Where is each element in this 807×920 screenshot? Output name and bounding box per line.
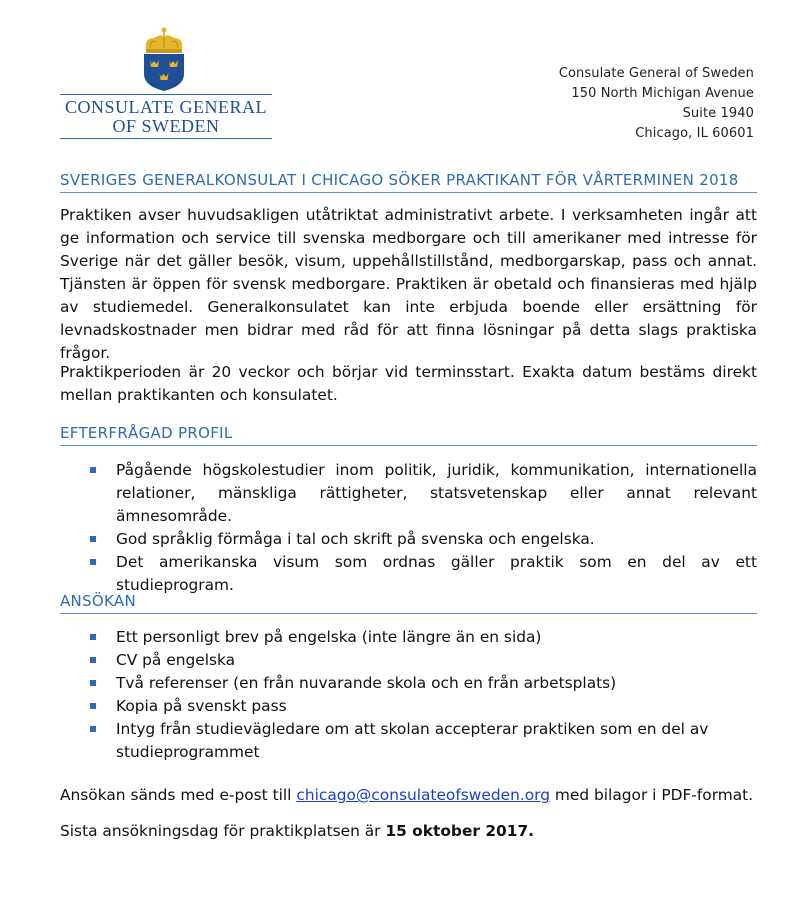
deadline-prefix: Sista ansökningsdag för praktikplatsen är — [60, 822, 386, 840]
send-prefix: Ansökan sänds med e-post till — [60, 786, 297, 804]
logo-divider-top — [60, 94, 272, 95]
address-line: 150 North Michigan Avenue — [571, 86, 754, 101]
consulate-logo — [60, 26, 276, 139]
deadline-text — [60, 820, 757, 843]
list-item: Ett personligt brev på engelska (inte längre än en sida) — [60, 626, 757, 649]
logo-divider-bottom — [60, 138, 272, 139]
list-item: CV på engelska — [60, 649, 757, 672]
profile-list — [60, 459, 757, 597]
document-title: SVERIGES GENERALKONSULAT I CHICAGO SÖKER PRAKTIKANT FÖR VÅRTERMINEN 2018 — [60, 171, 757, 193]
intro-paragraph: Praktiken avser huvudsakligen utåtriktat administrativt arbete. I verksamheten ingår att ge information och service till svenska medborgare och till amerikaner med intresse för Sverige när det gäller besök, visum, uppehållstillstånd, medborgarskap, pass och annat. Tjänsten är öppen för svensk medborgare. Praktiken är obetald och finansieras med hjälp av studiemedel. Generalkonsulatet kan inte erbjuda boende eller ersättning för levnadskostnader men bidrar med råd för att finna lösningar på detta slags praktiska frågor. — [60, 206, 757, 362]
logo-text-line1: CONSULATE GENERAL — [65, 97, 267, 117]
deadline-date: 15 oktober 2017. — [385, 822, 535, 840]
list-item: Pågående högskolestudier inom politik, juridik, kommunikation, internationella relationer, mänskliga rättigheter, statsvetenskap eller annat relevant ämnesområde. — [60, 459, 757, 528]
send-instruction — [60, 784, 757, 807]
list-item: Två referenser (en från nuvarande skola och en från arbetsplats) — [60, 672, 757, 695]
address-line: Suite 1940 — [682, 106, 754, 121]
logo-text-line2: OF SWEDEN — [112, 116, 220, 136]
profile-heading: EFTERFRÅGAD PROFIL — [60, 424, 757, 446]
address-line: Consulate General of Sweden — [558, 66, 754, 81]
application-heading: ANSÖKAN — [60, 592, 757, 614]
application-list — [60, 626, 757, 764]
list-item: Kopia på svenskt pass — [60, 695, 757, 718]
address-line: Chicago, IL 60601 — [635, 126, 754, 141]
list-item: Det amerikanska visum som ordnas gäller praktik som en del av ett studieprogram. — [60, 551, 757, 597]
send-suffix: med bilagor i PDF-format. — [549, 786, 754, 804]
period-paragraph: Praktikperioden är 20 veckor och börjar vid terminsstart. Exakta datum bestäms direkt mellan praktikanten och konsulatet. — [60, 363, 757, 404]
list-item: Intyg från studievägledare om att skolan accepterar praktiken som en del av studieprogrammet — [60, 718, 757, 764]
list-item: God språklig förmåga i tal och skrift på svenska och engelska. — [60, 528, 757, 551]
email-link[interactable]: chicago@consulateofsweden.org — [296, 786, 550, 804]
sender-address — [559, 64, 754, 144]
swedish-coat-of-arms-icon — [136, 26, 192, 92]
